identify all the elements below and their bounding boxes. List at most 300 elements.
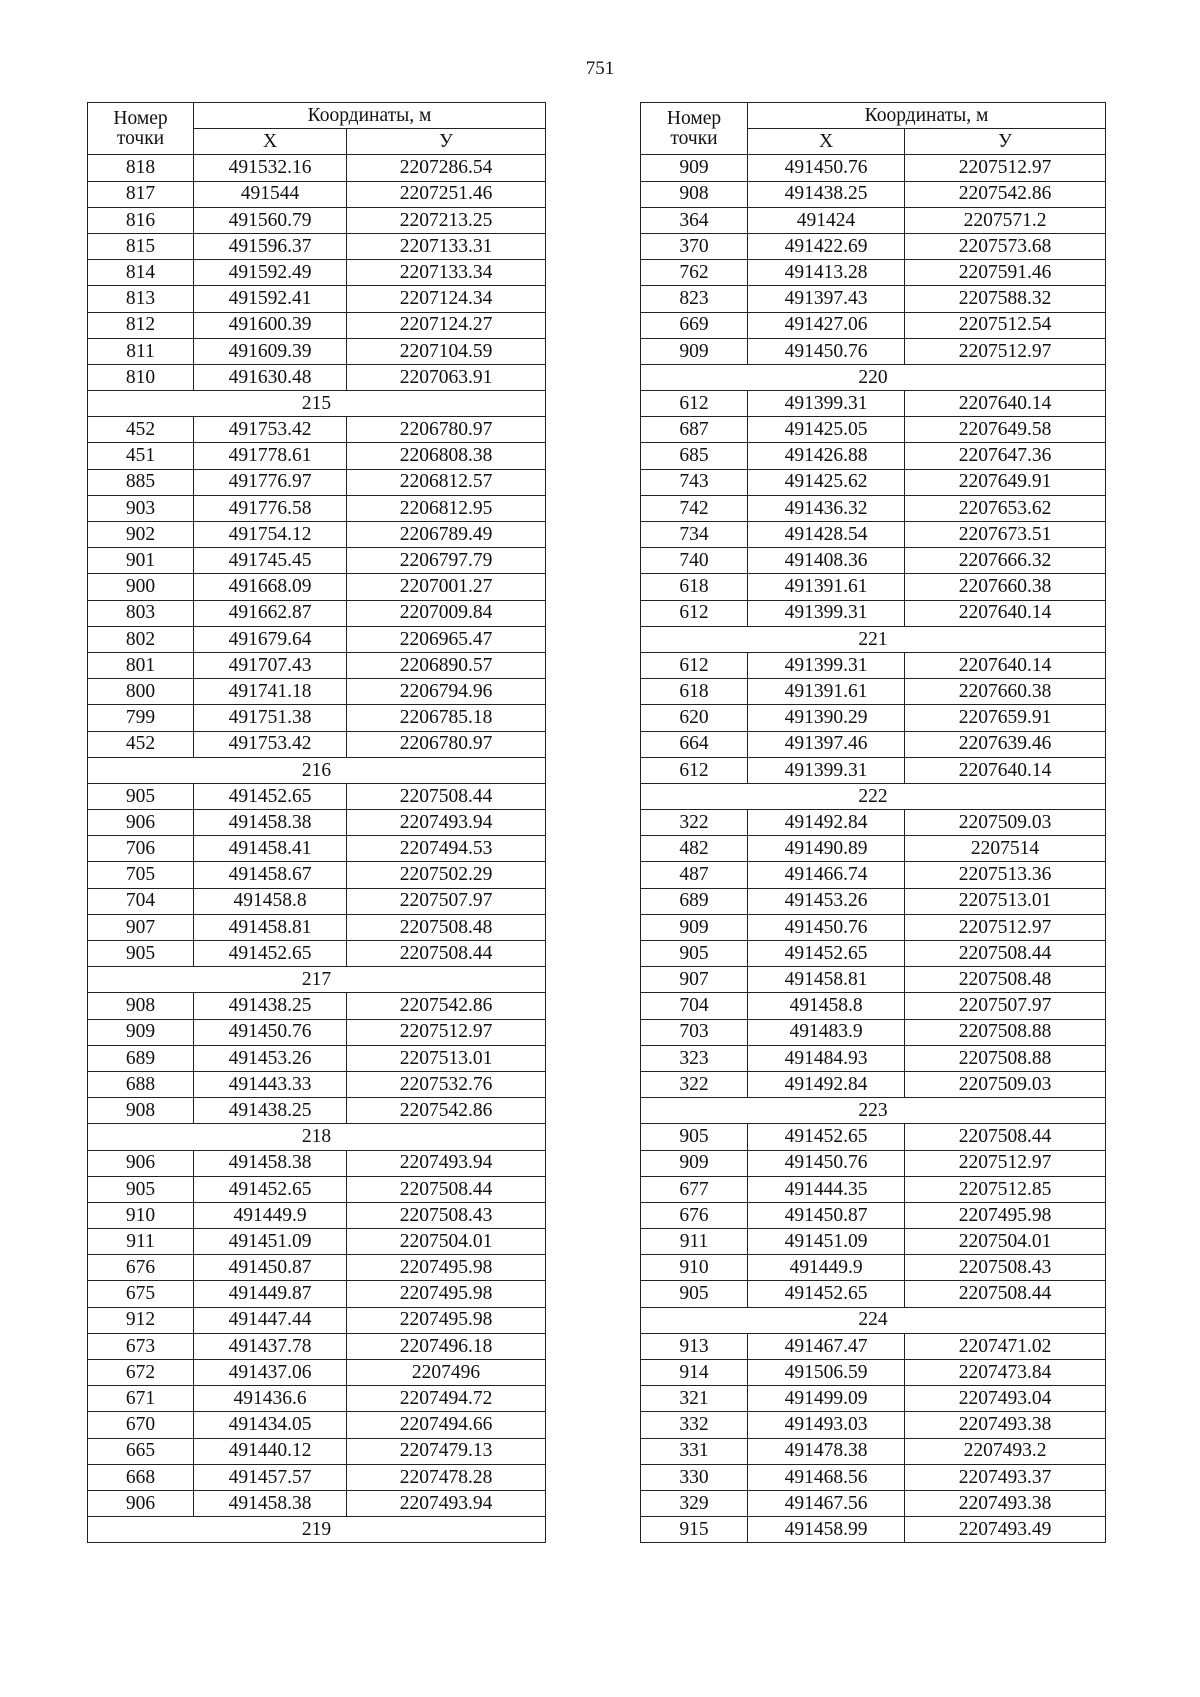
point-number-cell: 906 (88, 1150, 194, 1176)
x-coordinate-cell: 491436.6 (194, 1386, 347, 1412)
point-number-cell: 908 (88, 993, 194, 1019)
coordinates-table-left (87, 102, 546, 1543)
x-coordinate-cell: 491544 (194, 181, 347, 207)
x-coordinate-cell: 491506.59 (748, 1360, 905, 1386)
point-number-cell: 612 (641, 757, 748, 783)
point-number-cell: 673 (88, 1333, 194, 1359)
point-number-cell: 689 (88, 1045, 194, 1071)
point-number-cell: 901 (88, 548, 194, 574)
y-coordinate-cell: 2206789.49 (347, 522, 546, 548)
table-row (641, 417, 1106, 443)
table-row (641, 1255, 1106, 1281)
table-row (88, 1386, 546, 1412)
y-coordinate-cell: 2207124.34 (347, 286, 546, 312)
x-coordinate-cell: 491428.54 (748, 522, 905, 548)
y-coordinate-cell: 2207660.38 (905, 574, 1106, 600)
point-number-cell: 909 (641, 914, 748, 940)
y-coordinate-cell: 2207493.49 (905, 1517, 1106, 1543)
point-number-cell: 913 (641, 1333, 748, 1359)
table-row (641, 1150, 1106, 1176)
table-row (641, 836, 1106, 862)
table-row (641, 679, 1106, 705)
table-row (641, 1281, 1106, 1307)
x-coordinate-cell: 491450.76 (748, 338, 905, 364)
x-coordinate-cell: 491662.87 (194, 600, 347, 626)
x-coordinate-cell: 491499.09 (748, 1386, 905, 1412)
x-coordinate-cell: 491450.87 (194, 1255, 347, 1281)
point-number-cell: 331 (641, 1438, 748, 1464)
x-coordinate-cell: 491451.09 (194, 1229, 347, 1255)
table-row (88, 941, 546, 967)
point-number-cell: 814 (88, 260, 194, 286)
y-coordinate-cell: 2207507.97 (347, 888, 546, 914)
point-number-cell: 321 (641, 1386, 748, 1412)
table-row (88, 836, 546, 862)
point-number-cell: 910 (641, 1255, 748, 1281)
point-number-cell: 905 (641, 1281, 748, 1307)
point-number-cell: 734 (641, 522, 748, 548)
y-coordinate-cell: 2207508.44 (905, 941, 1106, 967)
x-coordinate-cell: 491438.25 (748, 181, 905, 207)
point-number-cell: 364 (641, 207, 748, 233)
y-coordinate-cell: 2207504.01 (347, 1229, 546, 1255)
point-number-cell: 902 (88, 522, 194, 548)
section-number: 222 (641, 783, 1106, 809)
y-coordinate-cell: 2206797.79 (347, 548, 546, 574)
x-coordinate-cell: 491391.61 (748, 574, 905, 600)
x-coordinate-cell: 491424 (748, 207, 905, 233)
point-number-header-line1: Номер (666, 108, 722, 130)
x-coordinate-cell: 491450.76 (748, 155, 905, 181)
point-number-cell: 907 (88, 914, 194, 940)
section-row (641, 1307, 1106, 1333)
table-row (641, 574, 1106, 600)
table-row (88, 914, 546, 940)
table-row (641, 181, 1106, 207)
y-coordinate-cell: 2207640.14 (905, 652, 1106, 678)
point-number-cell: 322 (641, 1071, 748, 1097)
table-row (641, 443, 1106, 469)
point-number-cell: 487 (641, 862, 748, 888)
table-row (641, 548, 1106, 574)
point-number-cell: 743 (641, 469, 748, 495)
table-row (88, 1098, 546, 1124)
y-coordinate-cell: 2207508.88 (905, 1045, 1106, 1071)
point-number-header (88, 103, 194, 155)
point-number-cell: 451 (88, 443, 194, 469)
point-number-cell: 704 (641, 993, 748, 1019)
x-coordinate-cell: 491458.41 (194, 836, 347, 862)
y-coordinate-cell: 2207512.85 (905, 1176, 1106, 1202)
table-row (88, 1307, 546, 1333)
page-number: 751 (585, 58, 615, 79)
x-coordinate-cell: 491452.65 (748, 1124, 905, 1150)
x-coordinate-cell: 491452.65 (194, 941, 347, 967)
x-coordinate-cell: 491745.45 (194, 548, 347, 574)
x-coordinate-cell: 491452.65 (194, 1176, 347, 1202)
point-number-cell: 811 (88, 338, 194, 364)
table-row (88, 1412, 546, 1438)
point-number-cell: 817 (88, 181, 194, 207)
y-coordinate-cell: 2207493.94 (347, 1150, 546, 1176)
point-number-cell: 618 (641, 574, 748, 600)
table-row (641, 652, 1106, 678)
y-header: У (347, 129, 546, 155)
point-number-cell: 909 (641, 155, 748, 181)
y-coordinate-cell: 2207494.66 (347, 1412, 546, 1438)
x-coordinate-cell: 491449.9 (748, 1255, 905, 1281)
y-coordinate-cell: 2207507.97 (905, 993, 1106, 1019)
table-row (88, 600, 546, 626)
point-number-cell: 801 (88, 652, 194, 678)
x-coordinate-cell: 491458.67 (194, 862, 347, 888)
x-coordinate-cell: 491397.46 (748, 731, 905, 757)
point-number-cell: 452 (88, 731, 194, 757)
x-coordinate-cell: 491453.26 (748, 888, 905, 914)
point-number-cell: 911 (88, 1229, 194, 1255)
y-coordinate-cell: 2207251.46 (347, 181, 546, 207)
point-number-cell: 905 (641, 1124, 748, 1150)
table-row (88, 862, 546, 888)
table-row (88, 1150, 546, 1176)
y-coordinate-cell: 2207496.18 (347, 1333, 546, 1359)
y-coordinate-cell: 2207571.2 (905, 207, 1106, 233)
y-coordinate-cell: 2207495.98 (347, 1255, 546, 1281)
table-row (641, 391, 1106, 417)
x-coordinate-cell: 491438.25 (194, 993, 347, 1019)
x-coordinate-cell: 491592.41 (194, 286, 347, 312)
table-row (641, 914, 1106, 940)
section-number: 224 (641, 1307, 1106, 1333)
table-row (88, 993, 546, 1019)
y-coordinate-cell: 2207573.68 (905, 233, 1106, 259)
x-coordinate-cell: 491426.88 (748, 443, 905, 469)
y-coordinate-cell: 2206780.97 (347, 417, 546, 443)
x-coordinate-cell: 491778.61 (194, 443, 347, 469)
y-header: У (905, 129, 1106, 155)
table-row (88, 364, 546, 390)
table-row (88, 1281, 546, 1307)
y-coordinate-cell: 2207508.44 (347, 941, 546, 967)
section-row (88, 391, 546, 417)
y-coordinate-cell: 2207493.94 (347, 1490, 546, 1516)
table-row (641, 941, 1106, 967)
table-row (641, 1386, 1106, 1412)
x-coordinate-cell: 491458.38 (194, 1150, 347, 1176)
x-coordinate-cell: 491596.37 (194, 233, 347, 259)
y-coordinate-cell: 2207508.43 (905, 1255, 1106, 1281)
table-row (641, 757, 1106, 783)
table-row (88, 1438, 546, 1464)
point-number-cell: 815 (88, 233, 194, 259)
table-row (88, 207, 546, 233)
x-coordinate-cell: 491437.78 (194, 1333, 347, 1359)
x-coordinate-cell: 491483.9 (748, 1019, 905, 1045)
y-coordinate-cell: 2207493.38 (905, 1490, 1106, 1516)
table-row (88, 417, 546, 443)
y-coordinate-cell: 2207649.58 (905, 417, 1106, 443)
point-number-cell: 812 (88, 312, 194, 338)
point-number-cell: 322 (641, 810, 748, 836)
section-row (88, 1124, 546, 1150)
y-coordinate-cell: 2206890.57 (347, 652, 546, 678)
point-number-cell: 742 (641, 495, 748, 521)
point-number-cell: 669 (641, 312, 748, 338)
point-number-cell: 612 (641, 600, 748, 626)
x-coordinate-cell: 491437.06 (194, 1360, 347, 1386)
y-coordinate-cell: 2207473.84 (905, 1360, 1106, 1386)
point-number-cell: 818 (88, 155, 194, 181)
section-number: 220 (641, 364, 1106, 390)
y-coordinate-cell: 2207508.44 (905, 1124, 1106, 1150)
x-coordinate-cell: 491467.56 (748, 1490, 905, 1516)
y-coordinate-cell: 2207494.72 (347, 1386, 546, 1412)
table-row (641, 731, 1106, 757)
point-number-cell: 906 (88, 810, 194, 836)
point-number-cell: 671 (88, 1386, 194, 1412)
table-row (641, 888, 1106, 914)
y-coordinate-cell: 2207493.2 (905, 1438, 1106, 1464)
y-coordinate-cell: 2207512.97 (347, 1019, 546, 1045)
x-coordinate-cell: 491467.47 (748, 1333, 905, 1359)
point-number-cell: 620 (641, 705, 748, 731)
y-coordinate-cell: 2207542.86 (905, 181, 1106, 207)
point-number-cell: 612 (641, 391, 748, 417)
y-coordinate-cell: 2207647.36 (905, 443, 1106, 469)
table-row (88, 810, 546, 836)
table-row (88, 522, 546, 548)
table-row (88, 443, 546, 469)
y-coordinate-cell: 2207542.86 (347, 993, 546, 1019)
y-coordinate-cell: 2207513.36 (905, 862, 1106, 888)
table-row (641, 1333, 1106, 1359)
x-coordinate-cell: 491427.06 (748, 312, 905, 338)
x-coordinate-cell: 491451.09 (748, 1229, 905, 1255)
point-number-cell: 813 (88, 286, 194, 312)
point-number-cell: 903 (88, 495, 194, 521)
point-number-cell: 323 (641, 1045, 748, 1071)
point-number-cell: 885 (88, 469, 194, 495)
table-row (88, 1202, 546, 1228)
table-row (641, 233, 1106, 259)
table-row (641, 1071, 1106, 1097)
table-row (88, 1045, 546, 1071)
point-number-cell: 370 (641, 233, 748, 259)
point-number-cell: 685 (641, 443, 748, 469)
y-coordinate-cell: 2207660.38 (905, 679, 1106, 705)
x-coordinate-cell: 491453.26 (194, 1045, 347, 1071)
section-number: 217 (88, 967, 546, 993)
table-row (88, 181, 546, 207)
table-row (88, 1229, 546, 1255)
x-coordinate-cell: 491452.65 (748, 1281, 905, 1307)
table-row (641, 338, 1106, 364)
x-coordinate-cell: 491493.03 (748, 1412, 905, 1438)
section-row (88, 967, 546, 993)
section-number: 219 (88, 1517, 546, 1543)
x-coordinate-cell: 491600.39 (194, 312, 347, 338)
x-coordinate-cell: 491630.48 (194, 364, 347, 390)
point-number-cell: 688 (88, 1071, 194, 1097)
table-row (641, 993, 1106, 1019)
y-coordinate-cell: 2206785.18 (347, 705, 546, 731)
y-coordinate-cell: 2207514 (905, 836, 1106, 862)
point-number-cell: 907 (641, 967, 748, 993)
y-coordinate-cell: 2207640.14 (905, 757, 1106, 783)
y-coordinate-cell: 2207649.91 (905, 469, 1106, 495)
point-number-cell: 329 (641, 1490, 748, 1516)
y-coordinate-cell: 2207493.94 (347, 810, 546, 836)
x-coordinate-cell: 491399.31 (748, 757, 905, 783)
point-number-cell: 823 (641, 286, 748, 312)
y-coordinate-cell: 2207133.34 (347, 260, 546, 286)
x-coordinate-cell: 491425.05 (748, 417, 905, 443)
table-row (88, 705, 546, 731)
section-row (88, 1517, 546, 1543)
table-row (88, 1464, 546, 1490)
x-coordinate-cell: 491458.38 (194, 810, 347, 836)
y-coordinate-cell: 2207640.14 (905, 391, 1106, 417)
x-coordinate-cell: 491436.32 (748, 495, 905, 521)
table-row (88, 783, 546, 809)
x-coordinate-cell: 491490.89 (748, 836, 905, 862)
x-coordinate-cell: 491390.29 (748, 705, 905, 731)
y-coordinate-cell: 2207659.91 (905, 705, 1106, 731)
table-row (641, 1490, 1106, 1516)
point-number-cell: 909 (641, 1150, 748, 1176)
point-number-header-line1: Номер (113, 108, 168, 130)
point-number-cell: 816 (88, 207, 194, 233)
y-coordinate-cell: 2207009.84 (347, 600, 546, 626)
x-coordinate-cell: 491399.31 (748, 391, 905, 417)
y-coordinate-cell: 2207508.88 (905, 1019, 1106, 1045)
point-number-cell: 909 (641, 338, 748, 364)
section-number: 223 (641, 1098, 1106, 1124)
point-number-cell: 676 (641, 1202, 748, 1228)
point-number-cell: 909 (88, 1019, 194, 1045)
y-coordinate-cell: 2207512.97 (905, 338, 1106, 364)
y-coordinate-cell: 2207508.44 (905, 1281, 1106, 1307)
point-number-cell: 330 (641, 1464, 748, 1490)
point-number-cell: 908 (641, 181, 748, 207)
table-row (641, 469, 1106, 495)
table-row (641, 1464, 1106, 1490)
y-coordinate-cell: 2207104.59 (347, 338, 546, 364)
table-row (641, 1202, 1106, 1228)
y-coordinate-cell: 2206812.95 (347, 495, 546, 521)
x-coordinate-cell: 491397.43 (748, 286, 905, 312)
point-number-cell: 762 (641, 260, 748, 286)
section-row (641, 1098, 1106, 1124)
table-body (641, 155, 1106, 1543)
point-number-cell: 677 (641, 1176, 748, 1202)
table-row (641, 286, 1106, 312)
y-coordinate-cell: 2207496 (347, 1360, 546, 1386)
x-coordinate-cell: 491458.81 (194, 914, 347, 940)
table-row (641, 1124, 1106, 1150)
point-number-cell: 905 (88, 941, 194, 967)
y-coordinate-cell: 2207063.91 (347, 364, 546, 390)
x-coordinate-cell: 491447.44 (194, 1307, 347, 1333)
x-coordinate-cell: 491468.56 (748, 1464, 905, 1490)
section-row (641, 626, 1106, 652)
x-coordinate-cell: 491408.36 (748, 548, 905, 574)
table-row (88, 888, 546, 914)
y-coordinate-cell: 2207495.98 (347, 1307, 546, 1333)
table-row (641, 1229, 1106, 1255)
point-number-cell: 332 (641, 1412, 748, 1438)
table-row (88, 233, 546, 259)
y-coordinate-cell: 2207286.54 (347, 155, 546, 181)
table-row (641, 260, 1106, 286)
y-coordinate-cell: 2207508.43 (347, 1202, 546, 1228)
point-number-cell: 665 (88, 1438, 194, 1464)
x-coordinate-cell: 491754.12 (194, 522, 347, 548)
table-row (88, 1019, 546, 1045)
table-row (88, 155, 546, 181)
table-row (88, 626, 546, 652)
table-row (641, 862, 1106, 888)
y-coordinate-cell: 2207001.27 (347, 574, 546, 600)
section-number: 218 (88, 1124, 546, 1150)
point-number-cell: 706 (88, 836, 194, 862)
section-row (641, 364, 1106, 390)
y-coordinate-cell: 2206812.57 (347, 469, 546, 495)
y-coordinate-cell: 2207532.76 (347, 1071, 546, 1097)
y-coordinate-cell: 2207508.44 (347, 1176, 546, 1202)
table-row (88, 1490, 546, 1516)
table-row (641, 1019, 1106, 1045)
point-number-cell: 914 (641, 1360, 748, 1386)
y-coordinate-cell: 2207493.04 (905, 1386, 1106, 1412)
table-row (88, 652, 546, 678)
table-row (641, 1045, 1106, 1071)
x-coordinate-cell: 491413.28 (748, 260, 905, 286)
y-coordinate-cell: 2207591.46 (905, 260, 1106, 286)
point-number-header (641, 103, 748, 155)
y-coordinate-cell: 2206794.96 (347, 679, 546, 705)
table-row (88, 548, 546, 574)
point-number-cell: 810 (88, 364, 194, 390)
y-coordinate-cell: 2207493.37 (905, 1464, 1106, 1490)
y-coordinate-cell: 2207471.02 (905, 1333, 1106, 1359)
x-coordinate-cell: 491741.18 (194, 679, 347, 705)
table-row (88, 574, 546, 600)
y-coordinate-cell: 2207673.51 (905, 522, 1106, 548)
x-coordinate-cell: 491492.84 (748, 1071, 905, 1097)
x-coordinate-cell: 491425.62 (748, 469, 905, 495)
x-coordinate-cell: 491449.87 (194, 1281, 347, 1307)
point-number-cell: 675 (88, 1281, 194, 1307)
table-row (88, 1071, 546, 1097)
x-coordinate-cell: 491449.9 (194, 1202, 347, 1228)
table-row (641, 312, 1106, 338)
y-coordinate-cell: 2207124.27 (347, 312, 546, 338)
coordinates-header: Координаты, м (194, 103, 546, 129)
point-number-cell: 915 (641, 1517, 748, 1543)
x-coordinate-cell: 491707.43 (194, 652, 347, 678)
table-row (88, 469, 546, 495)
y-coordinate-cell: 2207493.38 (905, 1412, 1106, 1438)
table-row (88, 338, 546, 364)
table-body (88, 155, 546, 1543)
point-number-cell: 906 (88, 1490, 194, 1516)
y-coordinate-cell: 2207495.98 (905, 1202, 1106, 1228)
y-coordinate-cell: 2207513.01 (347, 1045, 546, 1071)
section-number: 215 (88, 391, 546, 417)
x-header: X (194, 129, 347, 155)
y-coordinate-cell: 2207508.48 (905, 967, 1106, 993)
